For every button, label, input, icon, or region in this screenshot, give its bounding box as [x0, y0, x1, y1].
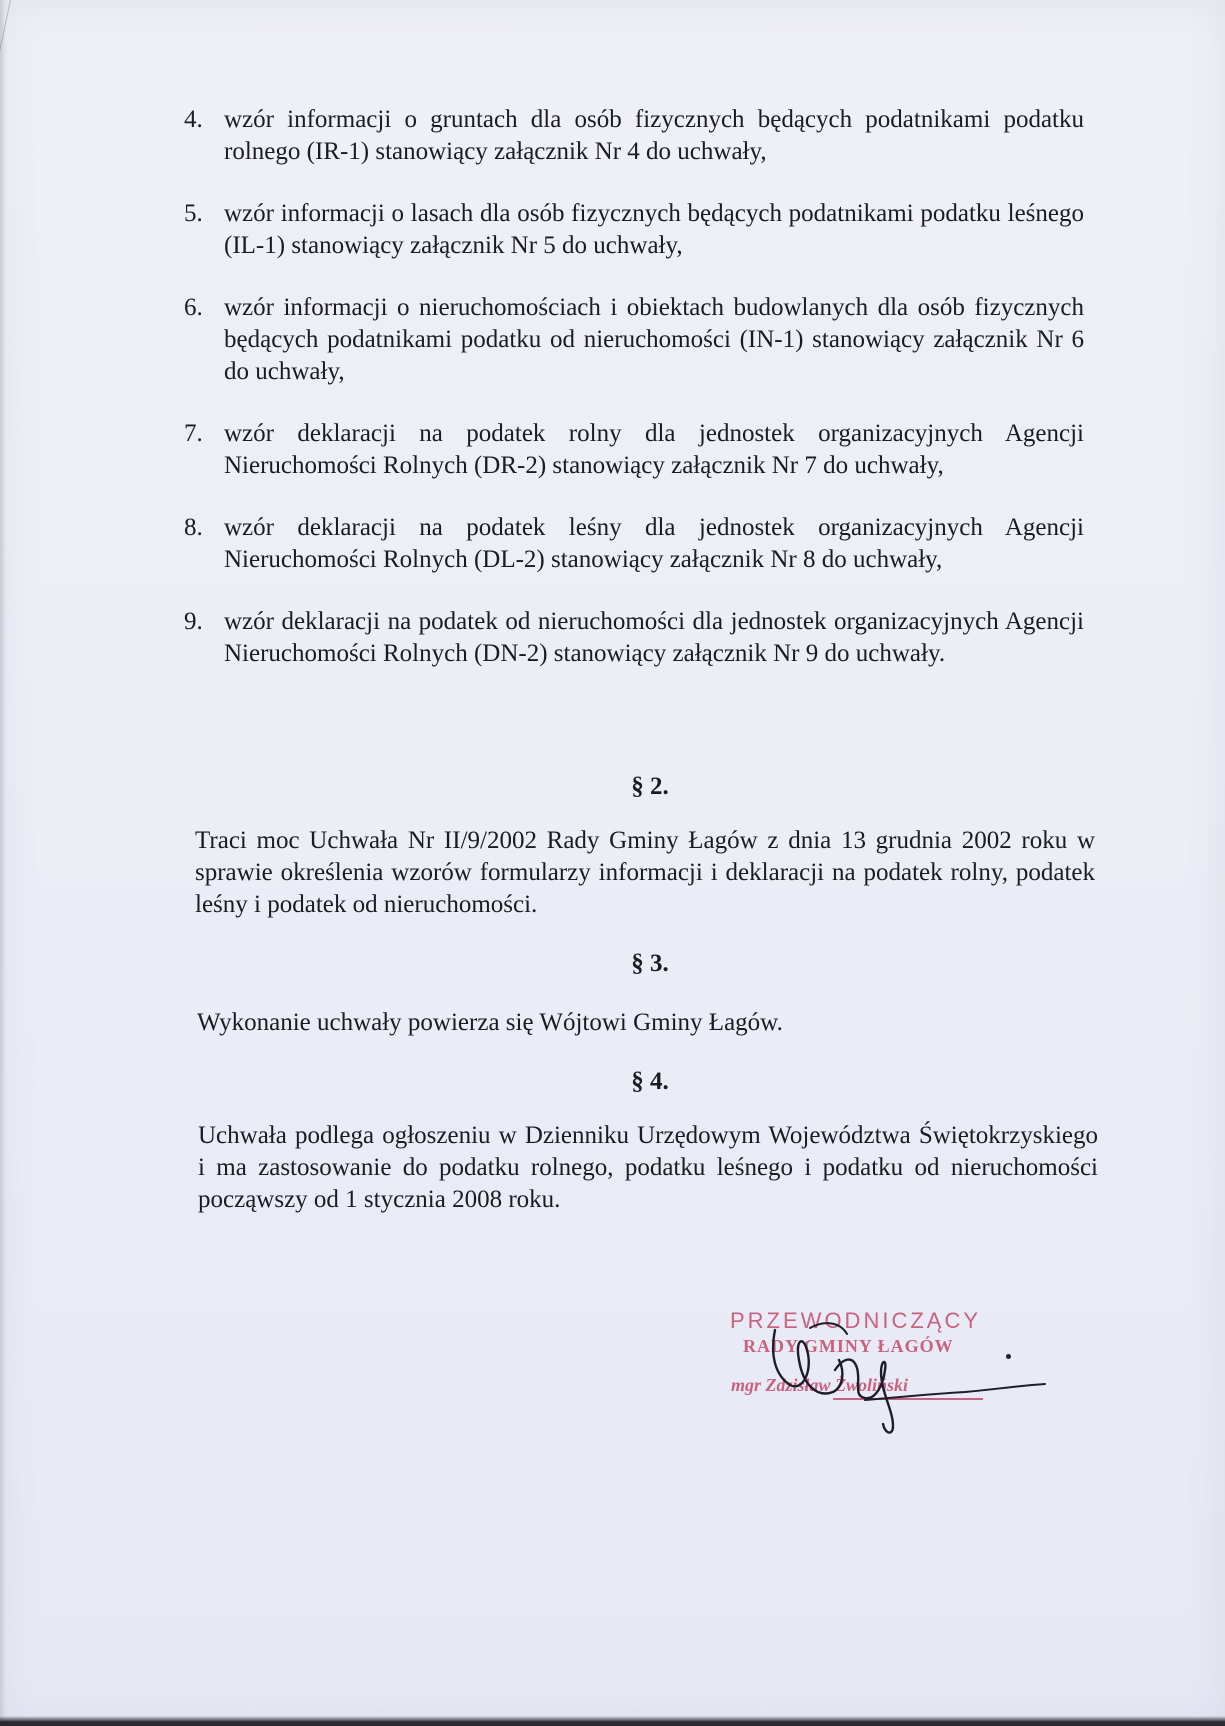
list-item-number: 8.	[184, 514, 203, 541]
scan-edge-bottom	[0, 1716, 1225, 1726]
stamp-title: PRZEWODNICZĄCY	[730, 1308, 981, 1333]
list-item-text: wzór informacji o nieruchomościach i obiektach budowlanych dla osób fizycznych będących podatnikami podatku od nieruchomości (IN-1) stanowiący załącznik Nr 6 do uchwały,	[224, 294, 1084, 385]
list-item	[184, 104, 1084, 168]
list-item	[184, 418, 1084, 482]
list-item-text: wzór deklaracji na podatek rolny dla jednostek organizacyjnych Agencji Nieruchomości Rolnych (DR-2) stanowiący załącznik Nr 7 do uchwały,	[224, 420, 1084, 479]
list-item-text: wzór deklaracji na podatek leśny dla jednostek organizacyjnych Agencji Nieruchomości Rolnych (DL-2) stanowiący załącznik Nr 8 do uchwały,	[224, 514, 1084, 573]
section-2-text: Traci moc Uchwała Nr II/9/2002 Rady Gminy Łagów z dnia 13 grudnia 2002 roku w sprawie określenia wzorów formularzy informacji i deklaracji na podatek rolny, podatek leśny i podatek od nieruchomości.	[195, 827, 1095, 918]
stamp-name: mgr Zdzisław Żwoliński	[731, 1375, 909, 1395]
list-item-number: 6.	[184, 294, 203, 321]
scan-fold-line	[0, 0, 49, 150]
list-item-number: 5.	[184, 200, 203, 227]
list-item-text: wzór deklaracji na podatek od nieruchomości dla jednostek organizacyjnych Agencji Nieruchomości Rolnych (DN-2) stanowiący załącznik Nr 9 do uchwały.	[224, 608, 1084, 667]
stamp-council: RADY GMINY ŁAGÓW	[743, 1336, 954, 1356]
list-item-text: wzór informacji o gruntach dla osób fizycznych będących podatnikami podatku rolnego (IR-1) stanowiący załącznik Nr 4 do uchwały,	[224, 106, 1084, 165]
chairman-stamp	[715, 1300, 1055, 1440]
ink-dot	[1006, 1354, 1011, 1359]
list-item-number: 9.	[184, 608, 203, 635]
list-item	[184, 512, 1084, 576]
list-item-text: wzór informacji o lasach dla osób fizycznych będących podatnikami podatku leśnego (IL-1) stanowiący załącznik Nr 5 do uchwały,	[224, 200, 1084, 259]
list-item-number: 7.	[184, 420, 203, 447]
list-item	[184, 198, 1084, 262]
handwritten-signature	[715, 1300, 1055, 1440]
section-2-heading: § 2.	[631, 773, 669, 800]
list-item-number: 4.	[184, 106, 203, 133]
scan-edge-left	[0, 0, 6, 1726]
section-3-heading: § 3.	[631, 950, 669, 977]
attachment-list	[184, 104, 1084, 700]
section-4-text: Uchwała podlega ogłoszeniu w Dzienniku Urzędowym Województwa Świętokrzyskiego i ma zastosowanie do podatku rolnego, podatku leśnego i podatku od nieruchomości począwszy od 1 stycznia 2008 roku.	[198, 1122, 1098, 1213]
list-item	[184, 606, 1084, 670]
section-3-text: Wykonanie uchwały powierza się Wójtowi Gminy Łagów.	[197, 1009, 783, 1036]
section-4-heading: § 4.	[631, 1068, 669, 1095]
list-item	[184, 292, 1084, 388]
